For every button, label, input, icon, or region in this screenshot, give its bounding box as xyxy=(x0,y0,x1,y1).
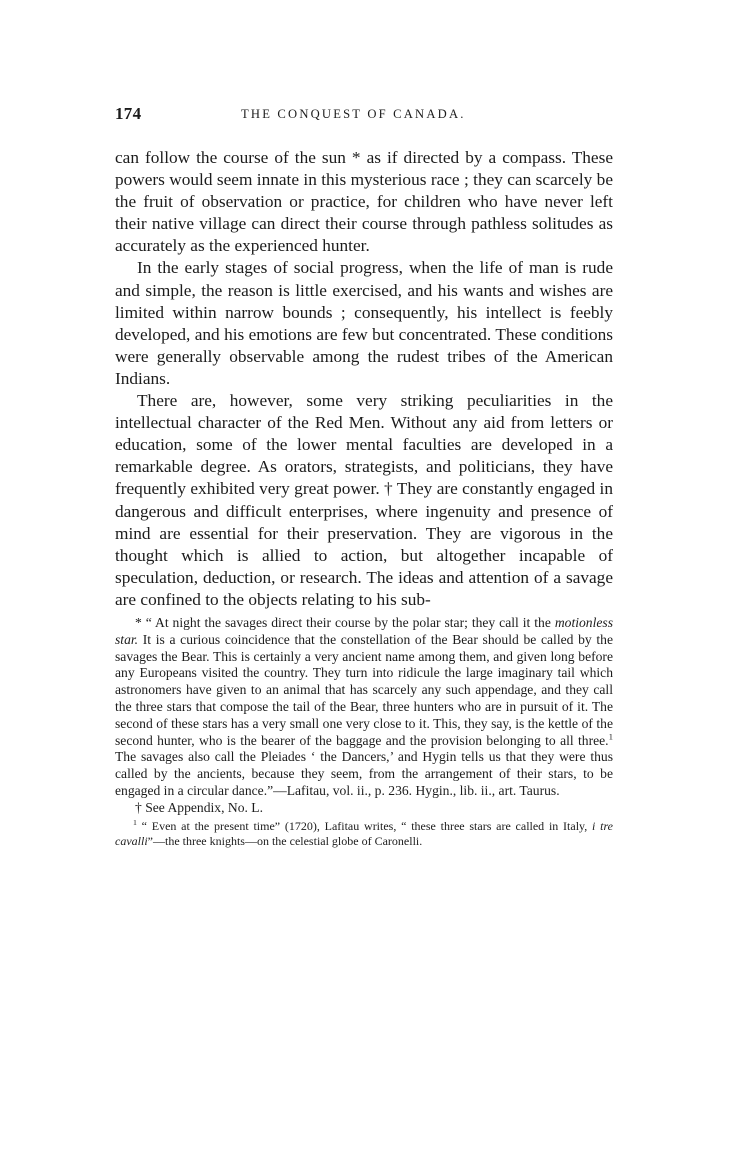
sub-footnote-text-b: ”—the three knights—on the celestial globe of Caronelli. xyxy=(147,834,423,849)
paragraph-intellectual-character: There are, however, some very striking peculiarities in the intellectual character of the Red Men. Without any aid from letters or education, some of the lower mental faculties are developed in a remarkable degree. As orators, strategists, and politicians, they have frequently exhibited very great power. † They are constantly engaged in dangerous and difficult enterprises, where ingenuity and presence of mind are essential for their preservation. They are vigorous in the thought which is allied to action, but altogether incapable of speculation, deduction, or research. The ideas and attention of a savage are confined to the objects relating to his sub- xyxy=(115,391,613,609)
page-header xyxy=(115,104,613,130)
footnote-star-italic: motionless star. xyxy=(115,614,613,647)
footnote-star-text-c: The savages also call the Pleiades ‘ the Dancers,’ and Hygin tells us that they were thus called by the ancients, because they seem, from the arrangement of their stars, to be engaged in a circular dance.”—Lafitau, vol. ii., p. 236. Hygin., lib. ii., art. Taurus. xyxy=(115,749,613,798)
footnotes xyxy=(115,615,613,817)
paragraph-continuation: can follow the course of the sun * as if directed by a compass. These powers would seem innate in this mysterious race ; they can scarcely be the fruit of observation or practice, for children who have never left their native village can direct their course through pathless solitudes as accurately as the experienced hunter. xyxy=(115,148,613,256)
footnote-star xyxy=(115,615,613,800)
sub-footnote-text-a: “ Even at the present time” (1720), Lafitau writes, “ these three stars are called in Italy, xyxy=(136,818,593,833)
sub-footnote xyxy=(115,819,613,850)
footnote-star-reference: 1 xyxy=(608,731,613,742)
main-text xyxy=(115,147,613,611)
paragraph-social-progress: In the early stages of social progress, when the life of man is rude and simple, the reason is little exercised, and his wants and wishes are limited within narrow bounds ; consequently, his intellect is feebly developed, and his emotions are few but concentrated. These conditions were generally observable among the rudest tribes of the American Indians. xyxy=(115,258,613,388)
footnote-star-text-b: It is a curious coincidence that the constellation of the Bear should be called by the savages the Bear. This is certainly a very ancient name among them, and given long before any Europeans visited the country. They turn into ridicule the large imaginary tail which astronomers have given to an animal that has scarcely any such appendage, and they call the three stars that compose the tail of the Bear, three hunters who are in pursuit of it. The second of these stars has a very small one very close to it. This, they say, is the kettle of the second hunter, who is the bearer of the baggage and the provision belonging to all three. xyxy=(115,631,613,748)
sub-footnote-marker: 1 xyxy=(133,817,137,827)
page-number: 174 xyxy=(115,104,142,123)
running-title: THE CONQUEST OF CANADA. xyxy=(241,107,466,121)
sub-footnote-italic: i tre cavalli xyxy=(115,818,614,849)
footnote-star-text-a: * “ At night the savages direct their course by the polar star; they call it the xyxy=(135,614,555,630)
footnote-dagger: † See Appendix, No. L. xyxy=(135,799,263,815)
sub-footnote-text xyxy=(115,819,613,850)
book-page xyxy=(115,104,613,850)
